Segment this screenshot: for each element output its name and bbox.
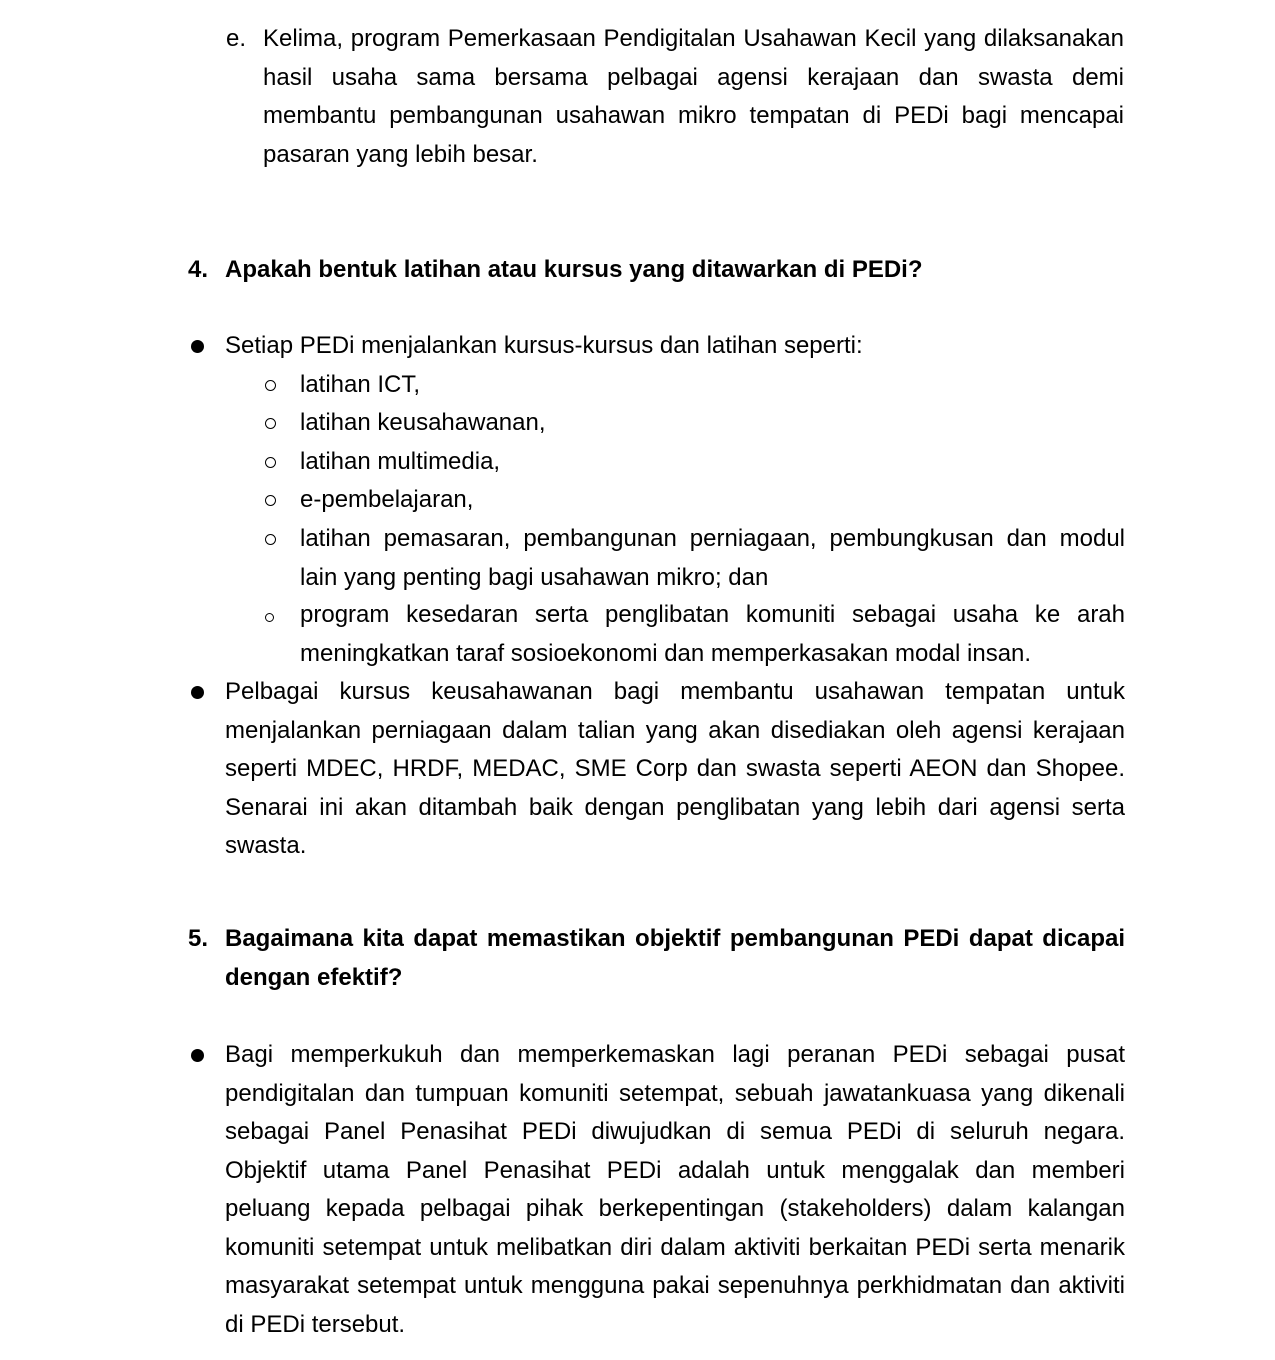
q4-subitem-4: e-pembelajaran, xyxy=(300,486,474,513)
q4-subitem-5: latihan pemasaran, pembangunan perniagaan, pembungkusan dan modul lain yang penting bagi usahawan mikro; dan xyxy=(300,525,1125,591)
hollow-bullet-icon xyxy=(265,418,276,429)
hollow-bullet-icon xyxy=(265,613,274,622)
item-e-text: Kelima, program Pemerkasaan Pendigitalan Usahawan Kecil yang dilaksanakan hasil usaha sama bersama pelbagai agensi kerajaan dan swasta demi membantu pembangunan usahawan mikro tempatan di PEDi bagi mencapai pasaran yang lebih besar. xyxy=(263,25,1124,168)
q4-subitem-3: latihan multimedia, xyxy=(300,448,501,475)
hollow-bullet-icon xyxy=(265,534,276,545)
question-4-number: 4. xyxy=(188,256,209,283)
q4-bullet-1-text: Setiap PEDi menjalankan kursus-kursus dan latihan seperti: xyxy=(225,332,863,359)
question-4-heading: Apakah bentuk latihan atau kursus yang ditawarkan di PEDi? xyxy=(225,256,923,283)
q4-bullet-2-text: Pelbagai kursus keusahawanan bagi membantu usahawan tempatan untuk menjalankan perniagaan dalam talian yang akan disediakan oleh agensi kerajaan seperti MDEC, HRDF, MEDAC, SME Corp dan swasta seperti AEON dan Shopee. Senarai ini akan ditambah baik dengan penglibatan yang lebih dari agensi serta swasta. xyxy=(225,678,1125,859)
hollow-bullet-icon xyxy=(265,457,276,468)
q4-subitem-2: latihan keusahawanan, xyxy=(300,409,546,436)
hollow-bullet-icon xyxy=(265,495,276,506)
q4-subitem-1: latihan ICT, xyxy=(300,371,421,398)
bullet-icon xyxy=(191,1049,204,1062)
bullet-icon xyxy=(191,340,204,353)
question-5-number: 5. xyxy=(188,925,209,952)
hollow-bullet-icon xyxy=(265,380,276,391)
question-5-heading: Bagaimana kita dapat memastikan objektif pembangunan PEDi dapat dicapai dengan efektif? xyxy=(225,925,1125,991)
bullet-icon xyxy=(191,686,204,699)
item-e-marker: e. xyxy=(226,25,247,52)
q4-subitem-6: program kesedaran serta penglibatan komuniti sebagai usaha ke arah meningkatkan taraf sosioekonomi dan memperkasakan modal insan. xyxy=(300,601,1125,667)
q5-bullet-1-text: Bagi memperkukuh dan memperkemaskan lagi peranan PEDi sebagai pusat pendigitalan dan tumpuan komuniti setempat, sebuah jawatankuasa yang dikenali sebagai Panel Penasihat PEDi diwujudkan di semua PEDi di seluruh negara. Objektif utama Panel Penasihat PEDi adalah untuk menggalak dan memberi peluang kepada pelbagai pihak berkepentingan (stakeholders) dalam kalangan komuniti setempat untuk melibatkan diri dalam aktiviti berkaitan PEDi serta menarik masyarakat setempat untuk mengguna pakai sepenuhnya perkhidmatan dan aktiviti di PEDi tersebut. xyxy=(225,1041,1125,1338)
